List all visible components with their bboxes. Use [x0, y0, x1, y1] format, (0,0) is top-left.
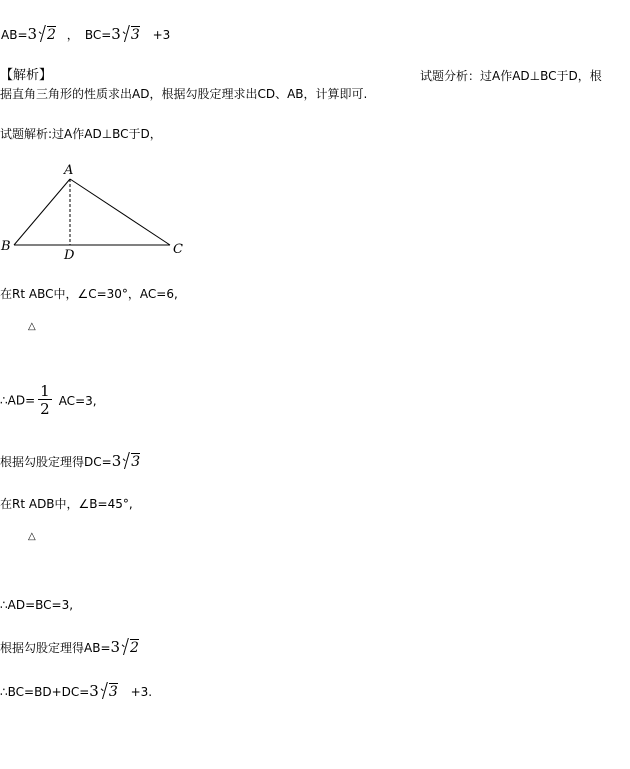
step-6-prefix: 根据勾股定理得AB= [0, 641, 111, 655]
step-7-radicand: 3 [108, 684, 118, 700]
bc-label: BC= [84, 28, 112, 42]
step-2-prefix: ∴AD= [0, 393, 36, 408]
step-7-coefficient: 3 [89, 682, 99, 700]
step-6-coefficient: 3 [110, 638, 121, 656]
label-c: C [173, 242, 183, 257]
step-6-radicand: 2 [130, 640, 139, 656]
step-7-radical [100, 683, 119, 700]
bc-radical [122, 26, 141, 43]
step-2 [0, 383, 97, 418]
step-7 [0, 683, 152, 700]
solution-intro: 试题解析:过A作AD⊥BC于D， [0, 127, 162, 141]
step-2-suffix: AC=3, [58, 393, 97, 408]
step-3 [0, 453, 141, 470]
side-ac [70, 179, 170, 245]
step-3-radical [122, 453, 141, 470]
ab-radicand: 2 [47, 27, 56, 43]
fraction-denominator: 2 [40, 400, 50, 418]
analysis-heading: 【解析】 [0, 68, 53, 83]
side-ab [14, 179, 70, 245]
step-1: 在Rt ABC中，∠C=30°，AC=6, [0, 287, 178, 301]
triangle-symbol-2: △ [28, 531, 36, 542]
label-d: D [64, 248, 75, 260]
step-3-prefix: 根据勾股定理得DC= [0, 455, 112, 469]
label-b: B [1, 239, 11, 254]
bc-coefficient: 3 [111, 25, 121, 43]
analysis-line-1: 试题分析：过A作AD⊥BC于D，根 [420, 69, 602, 83]
step-7-tail: +3. [130, 685, 153, 699]
triangle-figure [0, 160, 200, 260]
fraction-numerator: 1 [40, 382, 50, 400]
step-7-prefix: ∴BC=BD+DC= [0, 685, 90, 699]
step-3-coefficient: 3 [111, 452, 122, 470]
step-3-radicand: 3 [131, 454, 141, 470]
step-6-radical [121, 639, 140, 656]
ab-radical [38, 26, 57, 43]
step-6 [0, 639, 140, 656]
ab-label: AB= [1, 28, 28, 42]
fraction-one-half [38, 383, 52, 418]
label-a: A [64, 163, 74, 178]
analysis-line-2: 据直角三角形的性质求出AD，根据勾股定理求出CD、AB，计算即可. [0, 87, 368, 101]
step-4: 在Rt ADB中，∠B=45°, [0, 497, 133, 511]
answer-line [1, 26, 170, 43]
bc-tail: +3 [152, 28, 171, 42]
ab-coefficient: 3 [27, 25, 38, 43]
step-5: ∴AD=BC=3, [0, 598, 74, 612]
bc-radicand: 3 [130, 27, 140, 43]
triangle-symbol-1: △ [28, 321, 36, 332]
answer-separator: ， [66, 28, 79, 42]
